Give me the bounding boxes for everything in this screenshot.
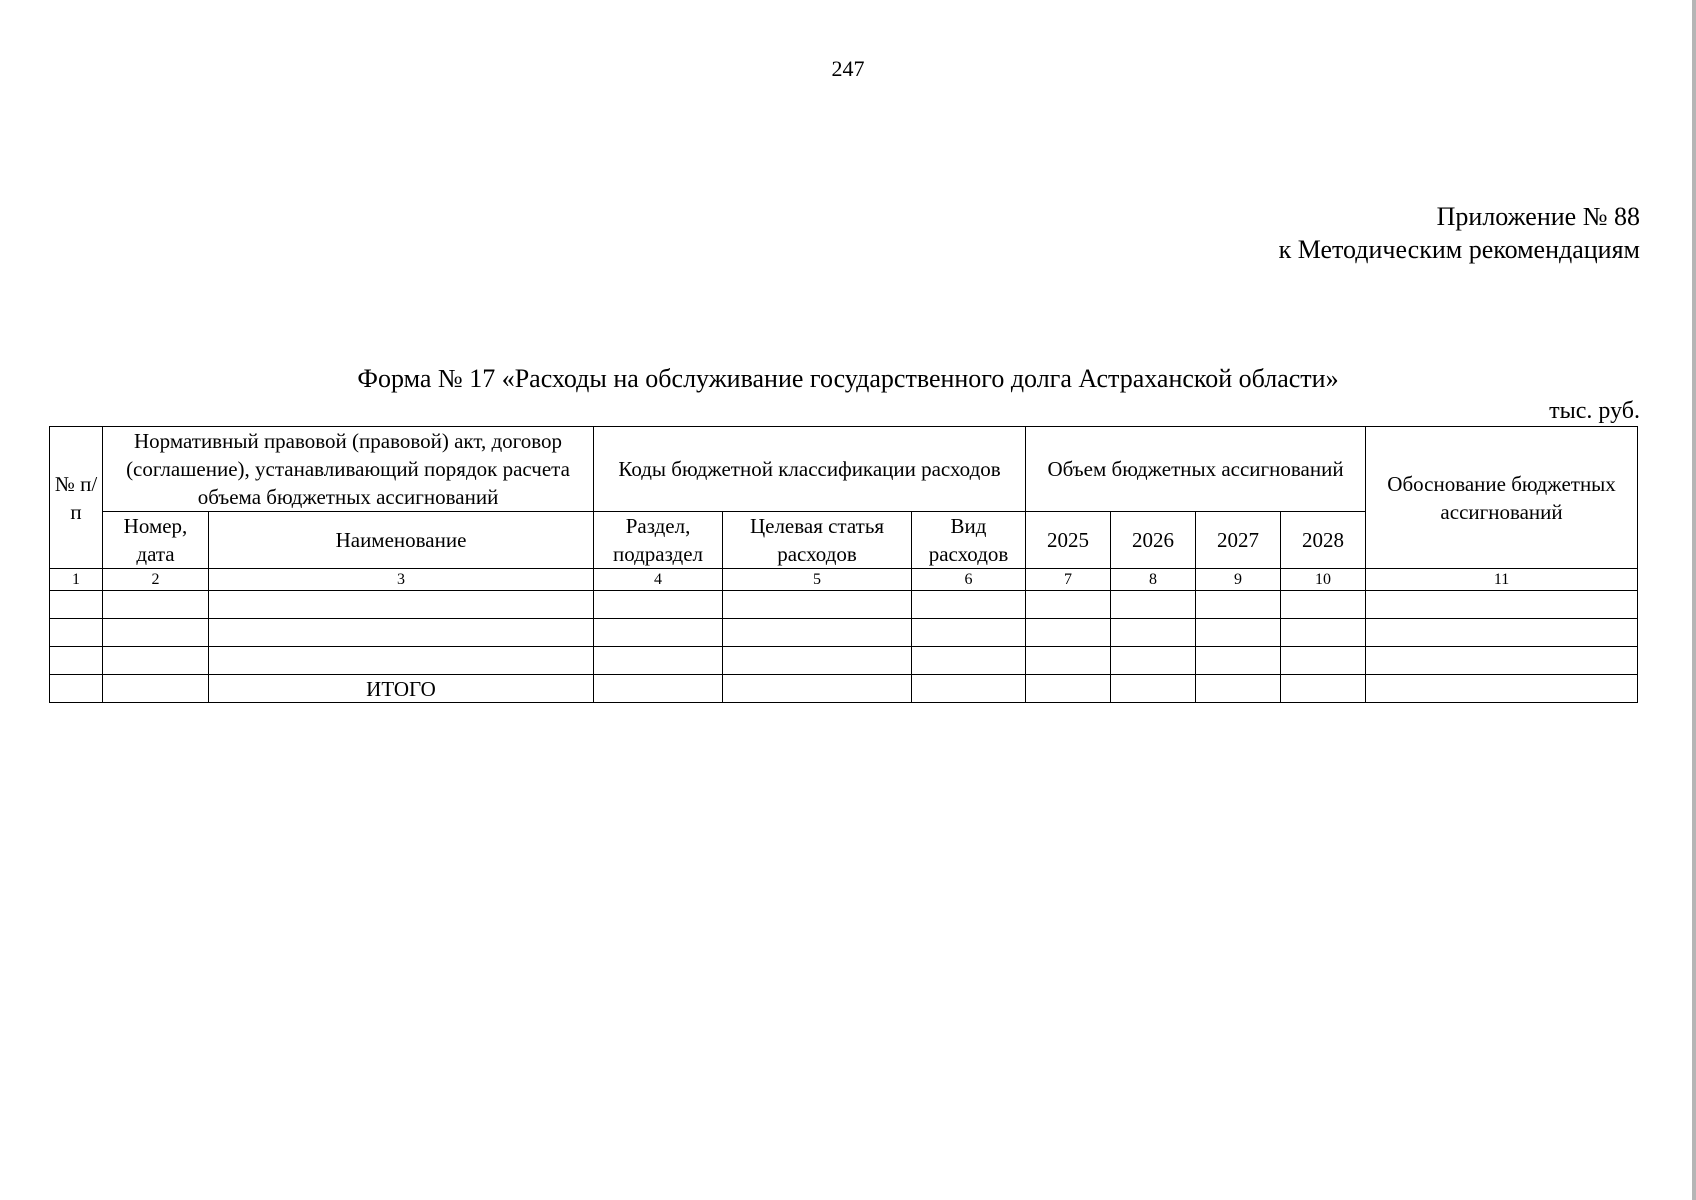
table-cell: [1196, 591, 1281, 619]
table-cell: [1026, 591, 1111, 619]
table-cell: [1196, 619, 1281, 647]
table-cell: [723, 591, 912, 619]
table-cell: [1111, 591, 1196, 619]
table-cell: [1196, 647, 1281, 675]
header-act-number-date: Номер, дата: [103, 512, 209, 569]
appendix-note: [1279, 200, 1640, 266]
table-cell: [103, 591, 209, 619]
header-section: Раздел, подраздел: [594, 512, 723, 569]
column-number: 9: [1196, 569, 1281, 591]
table-cell: [1111, 647, 1196, 675]
table-row: [50, 619, 1638, 647]
table-cell: [50, 647, 103, 675]
table-cell: [209, 591, 594, 619]
page-number: 247: [831, 56, 865, 81]
form-title: Форма № 17 «Расходы на обслуживание государственного долга Астраханской области»: [357, 364, 1339, 393]
table-row: [50, 647, 1638, 675]
table-cell: [912, 619, 1026, 647]
table-cell: [1281, 647, 1366, 675]
table-cell: [50, 591, 103, 619]
table-cell: [912, 591, 1026, 619]
header-expense-type: Вид расходов: [912, 512, 1026, 569]
table-cell: [50, 675, 103, 703]
column-number-row: [50, 569, 1638, 591]
header-year-2026: 2026: [1111, 512, 1196, 569]
expenses-form-table: [49, 426, 1638, 703]
table-cell: [912, 647, 1026, 675]
table-row: [50, 591, 1638, 619]
appendix-reference: к Методическим рекомендациям: [1278, 235, 1640, 264]
column-number: 4: [594, 569, 723, 591]
column-number: 1: [50, 569, 103, 591]
header-allocation-volume: Объем бюджетных ассигнований: [1026, 427, 1366, 512]
column-number: 5: [723, 569, 912, 591]
table-cell: [594, 591, 723, 619]
header-legal-act: Нормативный правовой (правовой) акт, договор (соглашение), устанавливающий порядок расчета объема бюджетных ассигнований: [103, 427, 594, 512]
table-cell: [103, 619, 209, 647]
table-cell: [209, 647, 594, 675]
table-cell: [912, 675, 1026, 703]
table-cell: [1281, 619, 1366, 647]
appendix-number: Приложение № 88: [1436, 202, 1640, 231]
column-number: 2: [103, 569, 209, 591]
units-label: тыс. руб.: [1549, 398, 1640, 424]
header-act-name: Наименование: [209, 512, 594, 569]
table-cell: [1111, 675, 1196, 703]
column-number: 7: [1026, 569, 1111, 591]
table-cell: [723, 675, 912, 703]
header-row-number: № п/п: [50, 427, 103, 569]
table-cell: [1026, 619, 1111, 647]
table-cell: [1366, 619, 1638, 647]
column-number: 11: [1366, 569, 1638, 591]
header-budget-codes: Коды бюджетной классификации расходов: [594, 427, 1026, 512]
table-cell: [1026, 675, 1111, 703]
scrollbar[interactable]: [1692, 0, 1696, 1200]
table-cell: [594, 619, 723, 647]
table-cell: [1281, 675, 1366, 703]
header-target-item: Целевая статья расходов: [723, 512, 912, 569]
column-number: 10: [1281, 569, 1366, 591]
header-justification: Обоснование бюджетных ассигнований: [1366, 427, 1638, 569]
table-cell: [50, 619, 103, 647]
table-cell: [1366, 647, 1638, 675]
table-cell: [1366, 675, 1638, 703]
table-cell: [1366, 591, 1638, 619]
table-cell: [1111, 619, 1196, 647]
table-cell: [594, 675, 723, 703]
total-label: ИТОГО: [209, 675, 594, 703]
column-number: 3: [209, 569, 594, 591]
total-row: [50, 675, 1638, 703]
table-cell: [1026, 647, 1111, 675]
header-year-2025: 2025: [1026, 512, 1111, 569]
table-cell: [1196, 675, 1281, 703]
header-year-2028: 2028: [1281, 512, 1366, 569]
column-number: 6: [912, 569, 1026, 591]
table-cell: [723, 647, 912, 675]
table-cell: [723, 619, 912, 647]
column-number: 8: [1111, 569, 1196, 591]
table-cell: [1281, 591, 1366, 619]
table-cell: [103, 675, 209, 703]
table-cell: [594, 647, 723, 675]
table-cell: [209, 619, 594, 647]
header-year-2027: 2027: [1196, 512, 1281, 569]
table-cell: [103, 647, 209, 675]
